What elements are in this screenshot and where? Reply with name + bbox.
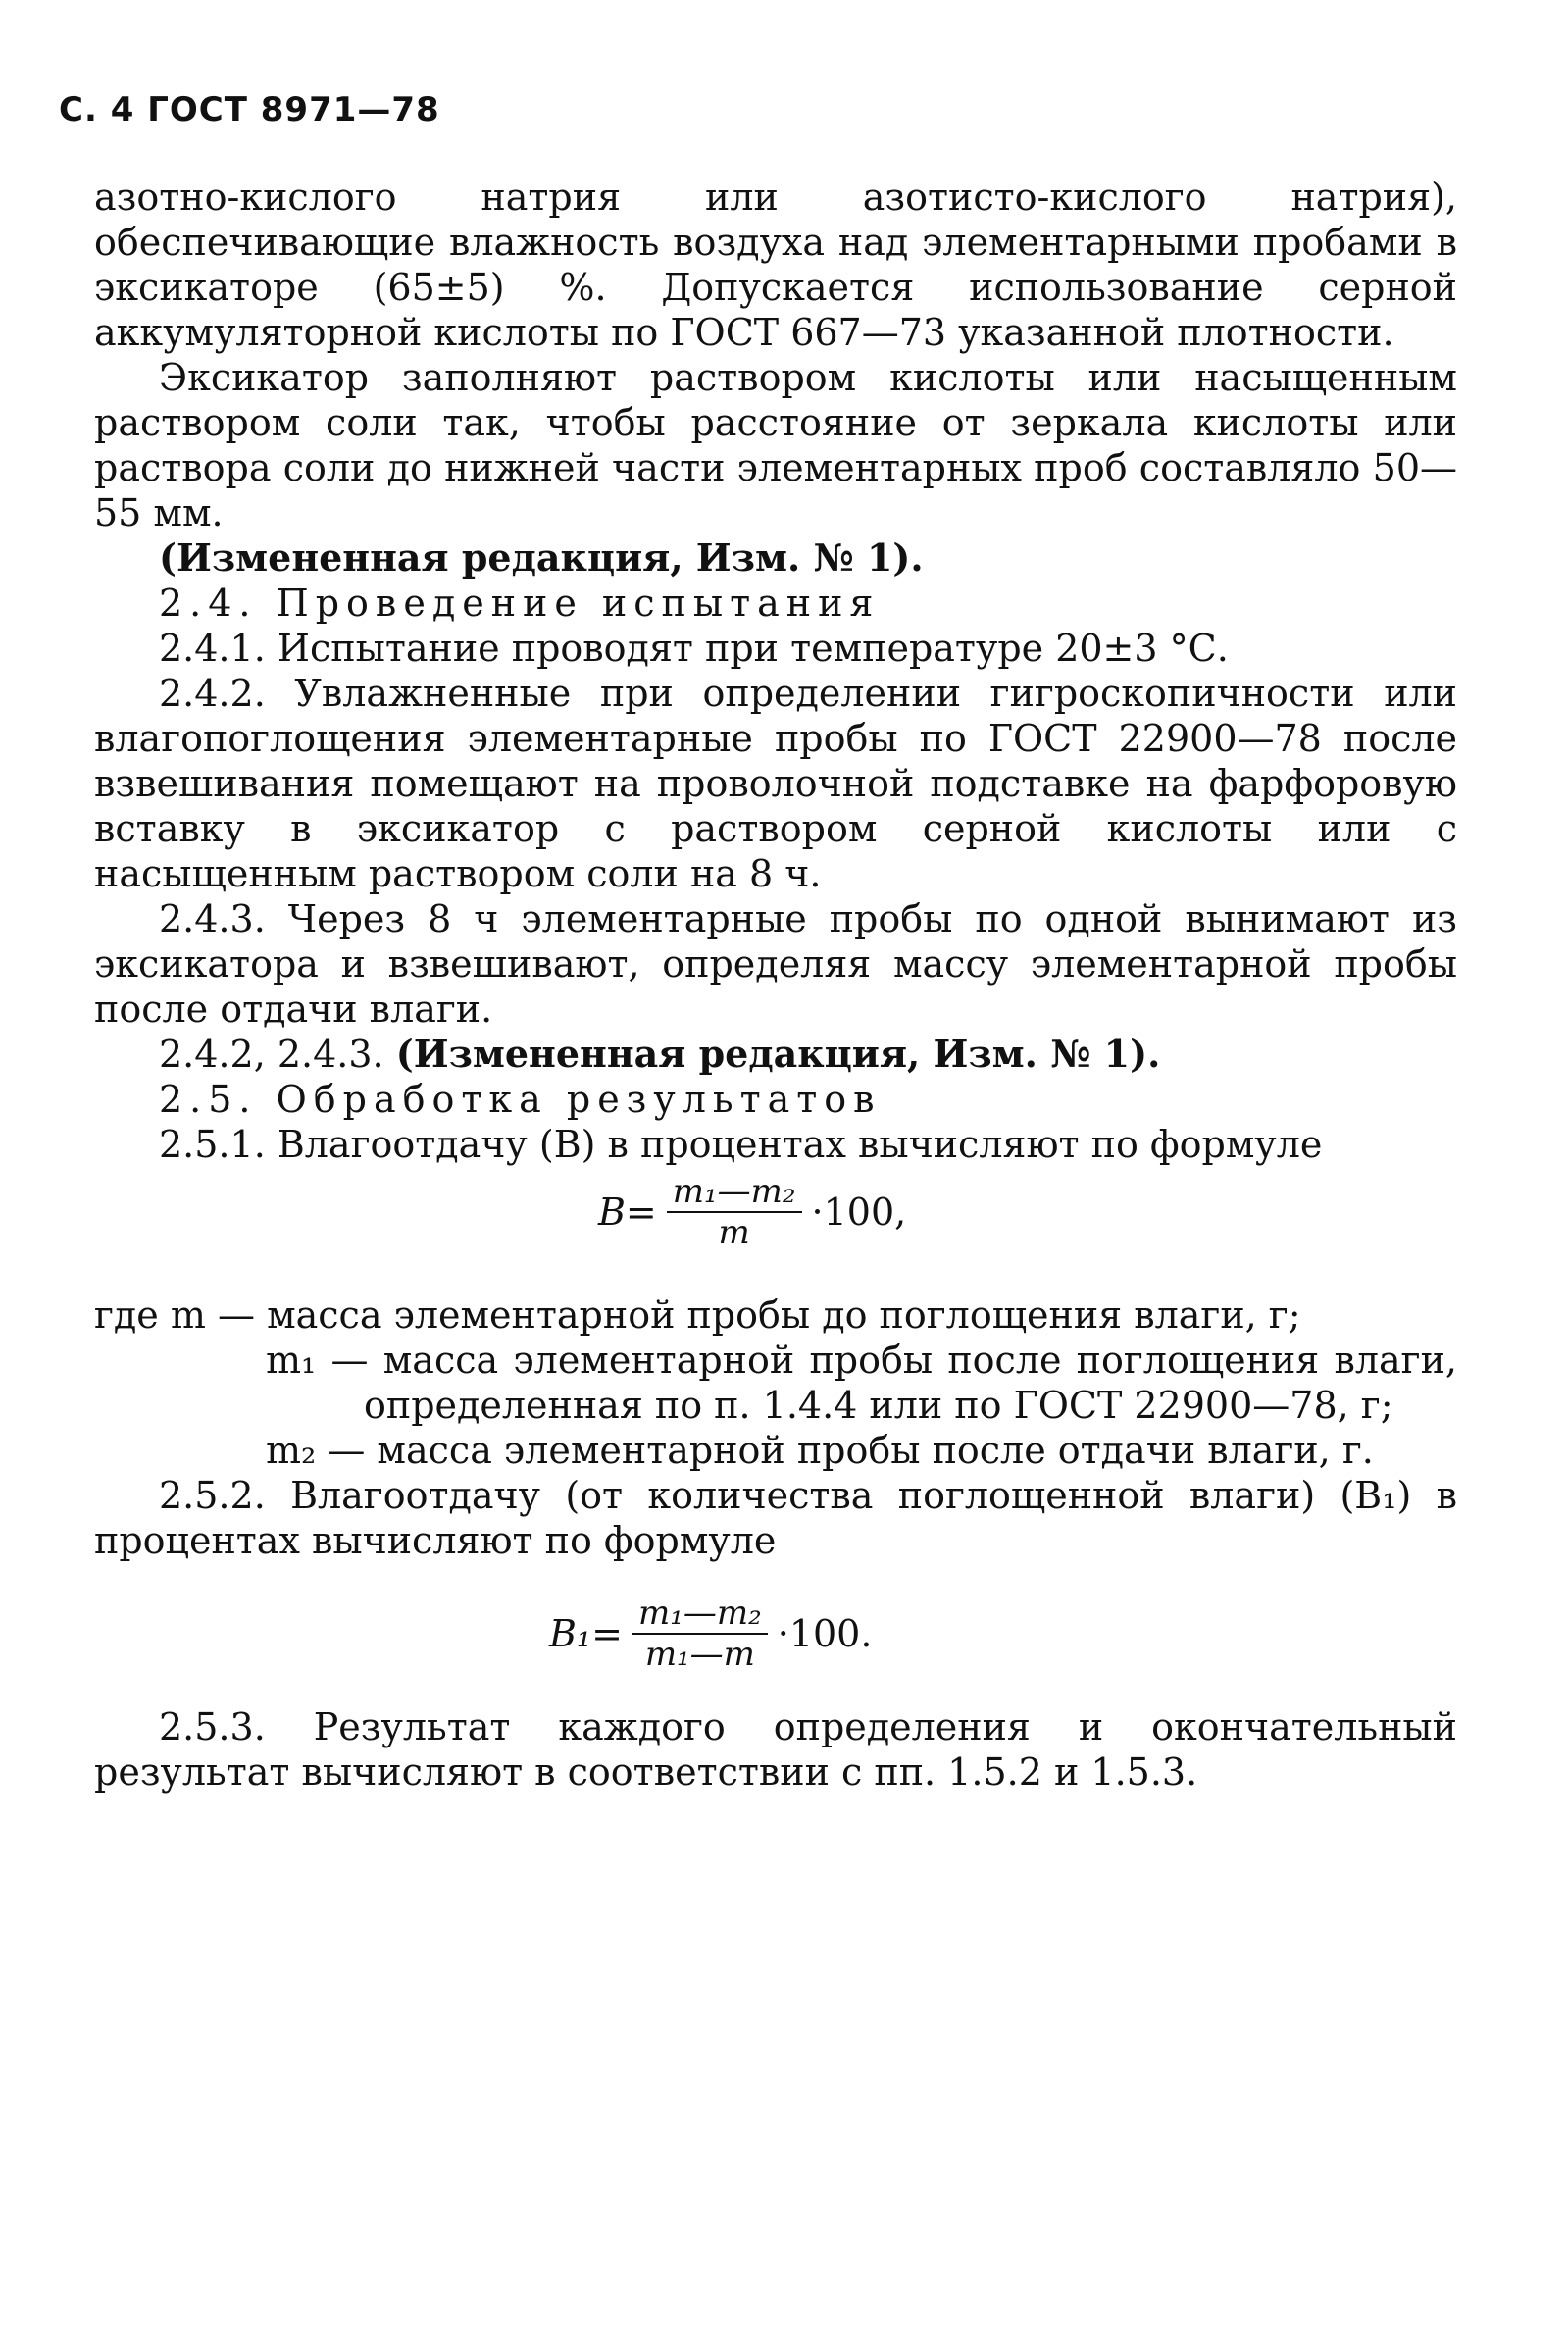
formula-b1-denominator: m₁—m <box>644 1635 755 1674</box>
text-block-bottom <box>94 1704 1457 1795</box>
page-header: С. 4 ГОСТ 8971—78 <box>59 90 440 129</box>
formula-b1-lhs: B₁= <box>549 1612 623 1655</box>
formula-b-fraction <box>667 1172 802 1252</box>
section-title-2-4: 2.4. Проведение испытания <box>159 582 881 625</box>
formula-b <box>598 1172 906 1252</box>
text-block-top <box>94 175 1457 1167</box>
paragraph-2-5-3: 2.5.3. Результат каждого определения и окончательный результат вычисляют в соответствии с пп. 1.5.2 и 1.5.3. <box>94 1705 1457 1794</box>
edit-note-1: (Измененная редакция, Изм. № 1). <box>159 535 924 580</box>
formula-b1-numerator: m₁—m₂ <box>632 1594 768 1635</box>
formula-b-numerator: m₁—m₂ <box>667 1172 802 1213</box>
edit-note-2-text: (Измененная редакция, Изм. № 1). <box>395 1032 1161 1076</box>
definition-m2: m₂ — масса элементарной пробы после отдачи влаги, г. <box>266 1429 1374 1472</box>
formula-b-denominator: m <box>718 1213 750 1252</box>
formula-b1-rhs: ·100. <box>777 1612 873 1655</box>
text-block-definitions <box>94 1292 1457 1563</box>
section-title-2-5: 2.5. Обработка результатов <box>159 1078 882 1121</box>
formula-b-lhs: B= <box>598 1190 657 1234</box>
definition-m1: m₁ — масса элементарной пробы после поглощения влаги, определенная по п. 1.4.4 или по ГОСТ 22900—78, г; <box>266 1339 1457 1427</box>
paragraph-desiccator: Эксикатор заполняют раствором кислоты или насыщенным раствором соли так, чтобы расстояние от зеркала кислоты или раствора соли до нижней части элементарных проб составляло 50—55 мм. <box>94 356 1457 534</box>
definition-m: где m — масса элементарной пробы до поглощения влаги, г; <box>94 1293 1301 1337</box>
formula-b-rhs: ·100, <box>811 1190 907 1234</box>
edit-note-2 <box>94 1032 1457 1077</box>
paragraph-2-5-2: 2.5.2. Влагоотдачу (от количества поглощенной влаги) (В₁) в процентах вычисляют по формуле <box>94 1474 1457 1562</box>
formula-b1 <box>549 1594 872 1674</box>
paragraph-2-4-2: 2.4.2. Увлажненные при определении гигроскопичности или влагопоглощения элементарные пробы по ГОСТ 22900—78 после взвешивания помещают на проволочной подставке на фарфоровую вставку в эксикатор с раствором серной кислоты или с насыщенным раствором соли на 8 ч. <box>94 672 1457 895</box>
paragraph-2-4-1: 2.4.1. Испытание проводят при температуре 20±3 °С. <box>159 627 1229 670</box>
paragraph-reagents: азотно-кислого натрия или азотисто-кислого натрия), обеспечивающие влажность воздуха над элементарными пробами в эксикаторе (65±5) %. Допускается использование серной аккумуляторной кислоты по ГОСТ 667—73 указанной плотности. <box>94 176 1457 354</box>
formula-b1-fraction <box>632 1594 768 1674</box>
paragraph-2-5-1: 2.5.1. Влагоотдачу (В) в процентах вычисляют по формуле <box>159 1123 1323 1166</box>
paragraph-2-4-3: 2.4.3. Через 8 ч элементарные пробы по одной вынимают из эксикатора и взвешивают, определяя массу элементарной пробы после отдачи влаги. <box>94 897 1457 1031</box>
edit-note-2-prefix: 2.4.2, 2.4.3. <box>159 1033 384 1076</box>
